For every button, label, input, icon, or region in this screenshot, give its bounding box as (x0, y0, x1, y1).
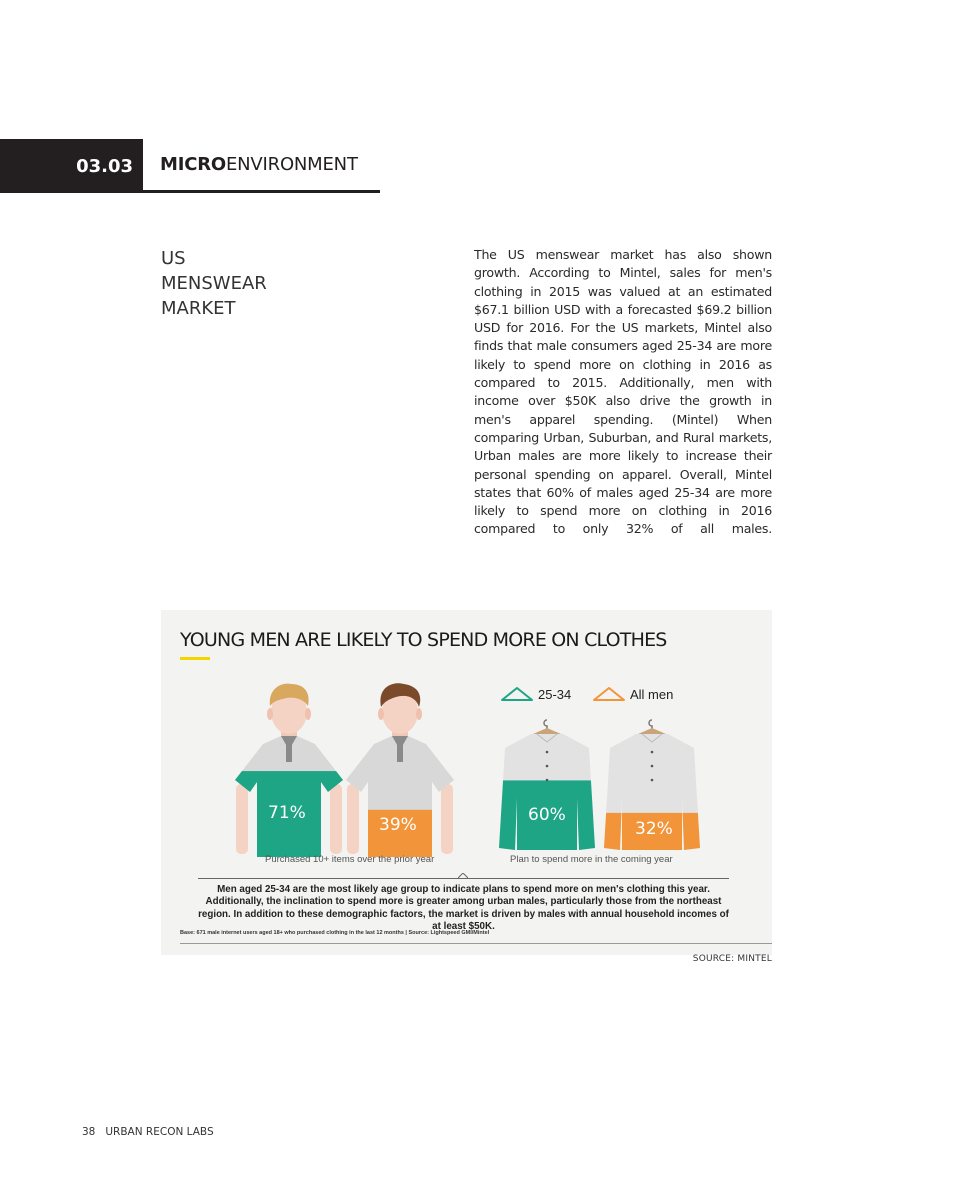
hanger-teal-icon (500, 686, 534, 702)
source-credit: SOURCE: MINTEL (692, 954, 772, 964)
publisher-name: URBAN RECON LABS (105, 1126, 214, 1138)
base-note: Base: 671 male internet users aged 18+ who purchased clothing in the last 12 months | Source: Lightspeed GMI/Mintel (180, 930, 490, 936)
heading-line-1: US (161, 248, 186, 269)
legend-item-young (500, 684, 571, 704)
body-paragraph: The US menswear market has also shown growth. According to Mintel, sales for men's clothing in 2015 was valued at an estimated $67.1 billion USD with a forecasted $69.2 billion USD for 2016. For the US markets, Mintel also finds that male consumers aged 25-34 are more likely to spend more on clothing in 2016 as compared to 2015. Additionally, men with income over $50K also drive the growth in men's apparel spending. (Mintel) When comparing Urban, Suburban, and Rural markets, Urban males are more likely to increase their personal spending on apparel. Overall, Mintel states that 60% of males aged 25-34 are more likely to spend more on clothing in 2016 compared to only 32% of all males. (474, 247, 772, 537)
section-title-bold: MICRO (160, 154, 226, 175)
purchased-caption: Purchased 10+ items over the prior year (265, 854, 435, 865)
base-rule (180, 943, 772, 944)
young-purchased-percent: 71% (268, 803, 306, 823)
infographic (161, 610, 772, 955)
divider-notch-icon (458, 873, 468, 883)
section-title (160, 154, 358, 175)
page-heading (161, 246, 361, 321)
legend-all-label: All men (630, 686, 674, 702)
heading-line-3: MARKET (161, 298, 236, 319)
hanger-orange-icon (592, 686, 626, 702)
young-plan-percent: 60% (528, 805, 566, 825)
page-footer (82, 1126, 224, 1138)
title-accent-bar (180, 657, 210, 660)
young-man-figure (233, 682, 345, 857)
legend-young-label: 25-34 (538, 686, 572, 702)
heading-line-2: MENSWEAR (161, 273, 267, 294)
section-header (0, 139, 380, 193)
all-plan-percent: 32% (635, 819, 673, 839)
infographic-summary: Men aged 25-34 are the most likely age group to indicate plans to spend more on men's clothing this year. Additionally, the inclination to spend more is greater among urban males, particularly those from the northeast region. In addition to these demographic factors, the market is driven by males with annual household incomes of at least $50K. (198, 884, 729, 932)
page-number: 38 (82, 1126, 96, 1138)
section-underline (143, 190, 380, 193)
young-shirt-figure (497, 718, 597, 858)
section-number: 03.03 (0, 139, 143, 193)
plan-caption: Plan to spend more in the coming year (510, 854, 673, 865)
infographic-title: YOUNG MEN ARE LIKELY TO SPEND MORE ON CLOTHES (180, 629, 667, 651)
all-purchased-percent: 39% (379, 815, 417, 835)
legend-item-all (592, 684, 673, 704)
section-title-rest: ENVIRONMENT (225, 154, 358, 175)
